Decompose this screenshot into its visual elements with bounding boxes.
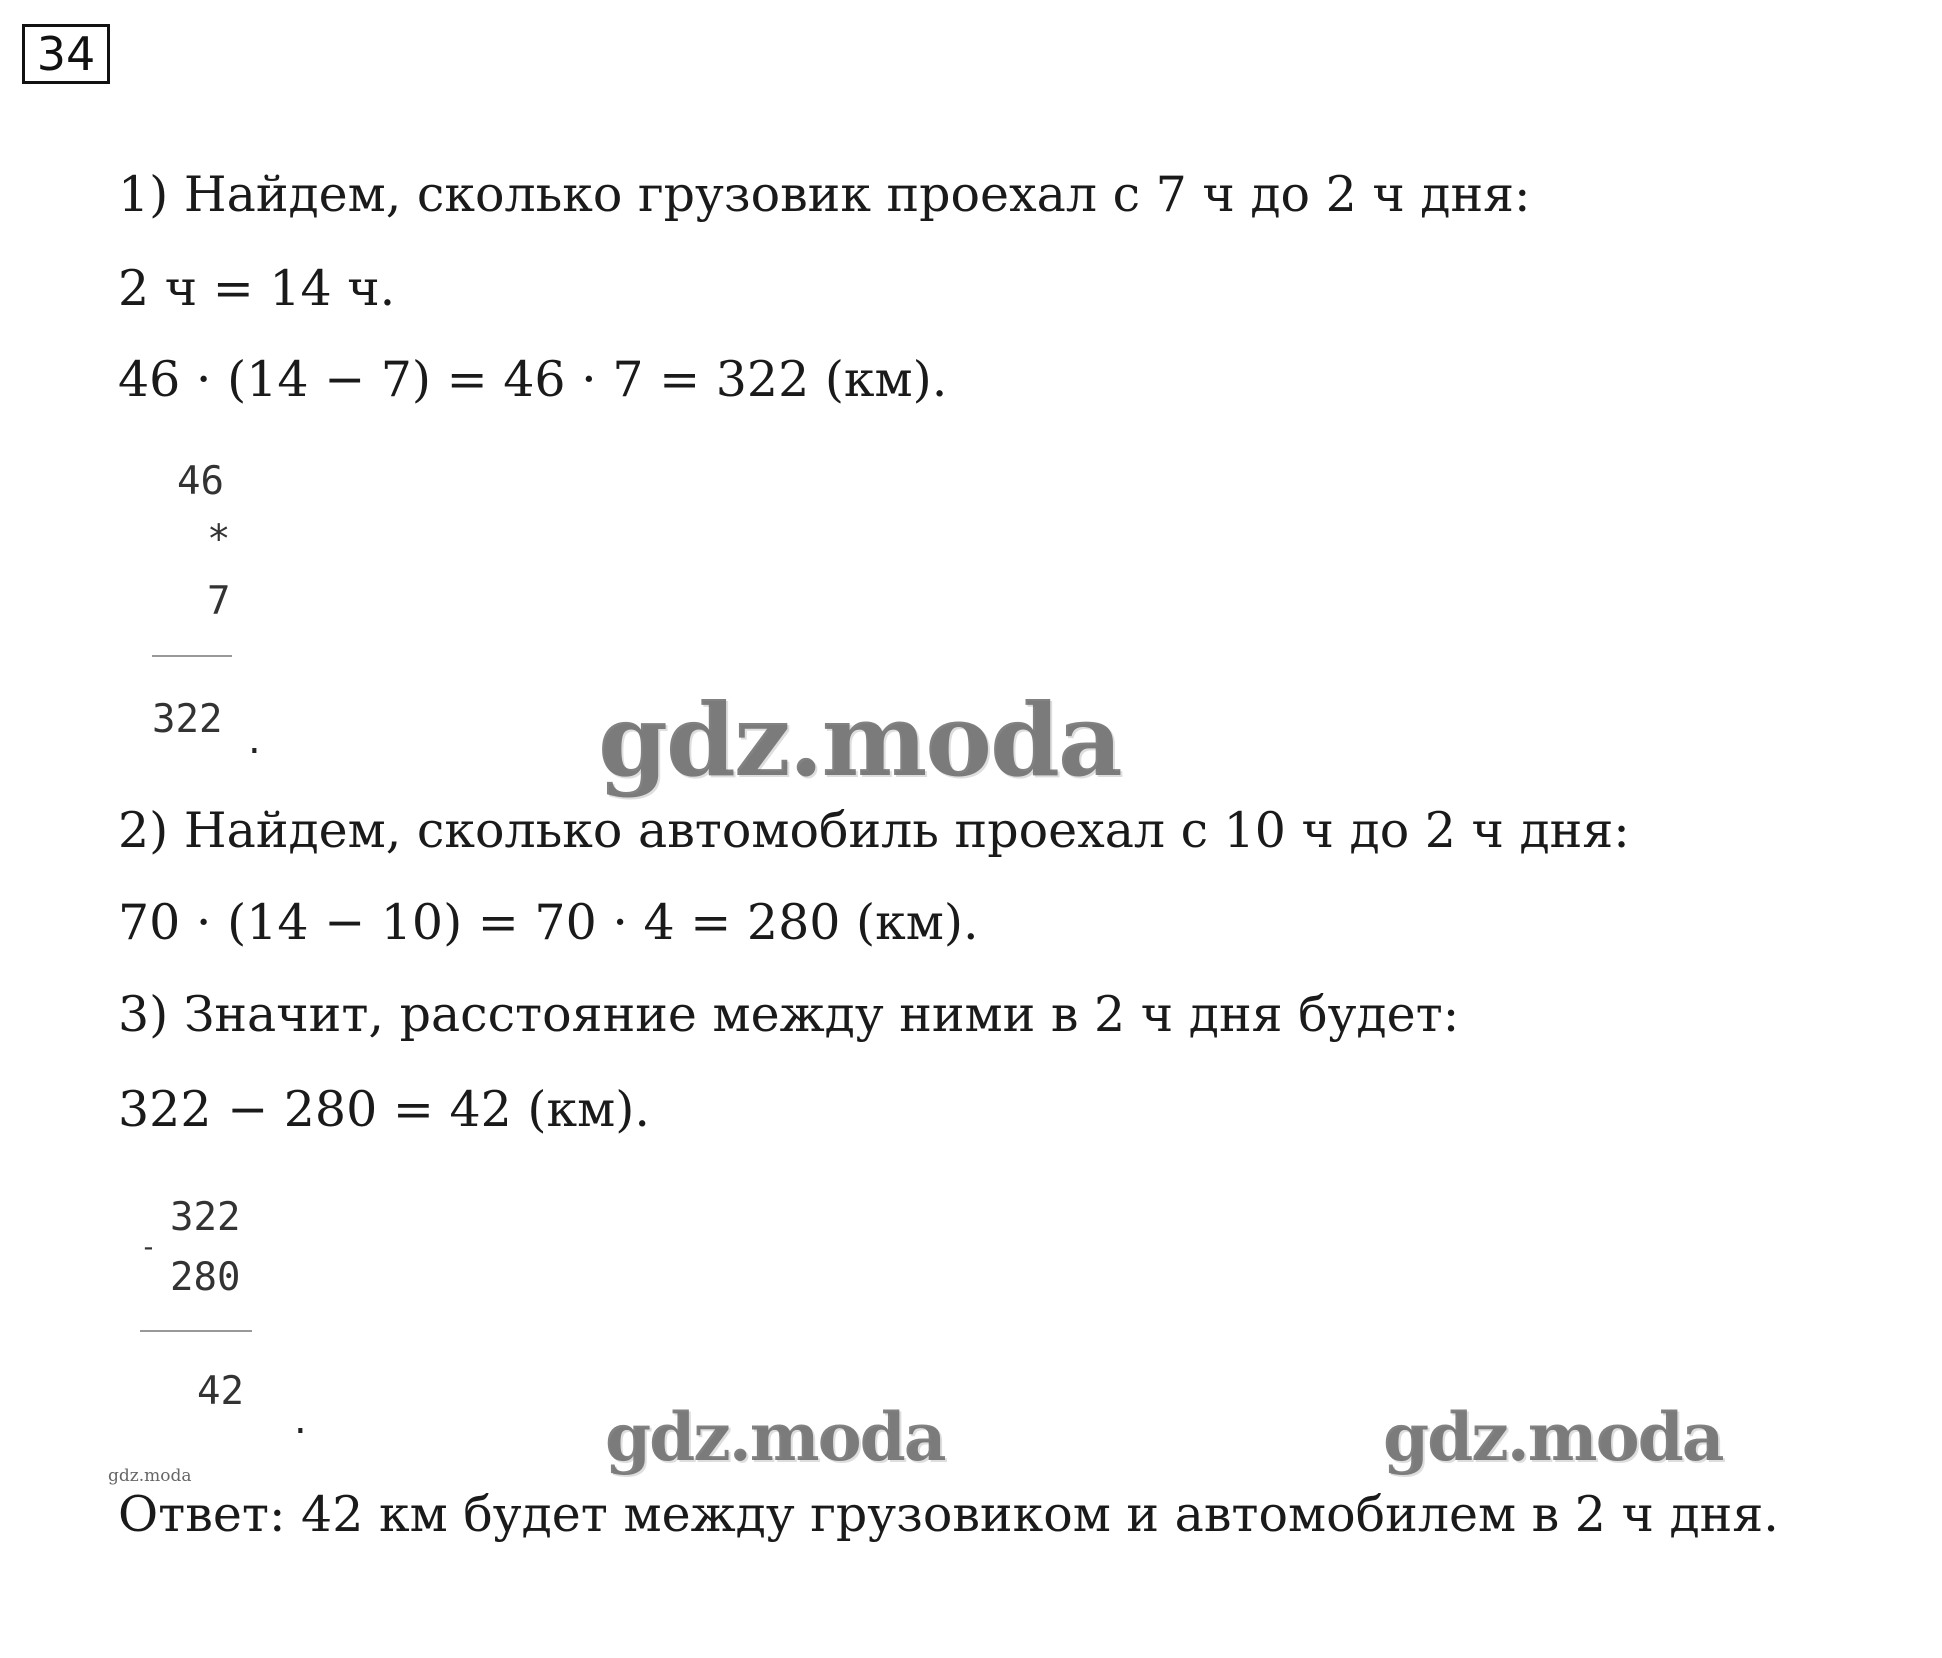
sub-result: 42 (197, 1369, 244, 1414)
problem-number: 34 (22, 24, 110, 84)
watermark-small: gdz.moda (108, 1466, 192, 1486)
mult-operand2: 7 (207, 579, 231, 624)
step3-equation: 322 − 280 = 42 (км). (118, 1081, 650, 1138)
step3-heading: 3) Значит, расстояние между ними в 2 ч дня будет: (118, 986, 1460, 1043)
step1-conversion: 2 ч = 14 ч. (118, 260, 396, 317)
answer-line: Ответ: 42 км будет между грузовиком и автомобилем в 2 ч дня. (118, 1486, 1779, 1543)
step1-equation: 46 · (14 − 7) = 46 · 7 = 322 (км). (118, 351, 948, 408)
mult-rule (152, 655, 232, 657)
sub-operator: - (140, 1230, 157, 1263)
sub-rule (140, 1330, 252, 1332)
mult-period: . (248, 717, 261, 763)
step1-heading: 1) Найдем, сколько грузовик проехал с 7 ч до 2 ч дня: (118, 166, 1531, 223)
watermark-medium-right: gdz.moda (1383, 1398, 1723, 1476)
watermark-medium-left: gdz.moda (605, 1398, 945, 1476)
mult-result: 322 (152, 697, 223, 742)
step2-equation: 70 · (14 − 10) = 70 · 4 = 280 (км). (118, 894, 979, 951)
sub-period: . (294, 1397, 307, 1443)
mult-operand1: 46 (177, 459, 224, 504)
mult-operator: * (207, 517, 231, 562)
sub-operand2: 280 (170, 1255, 241, 1300)
sub-operand1: 322 (170, 1195, 241, 1240)
watermark-large: gdz.moda (598, 681, 1121, 799)
step2-heading: 2) Найдем, сколько автомобиль проехал с 10 ч до 2 ч дня: (118, 802, 1630, 859)
